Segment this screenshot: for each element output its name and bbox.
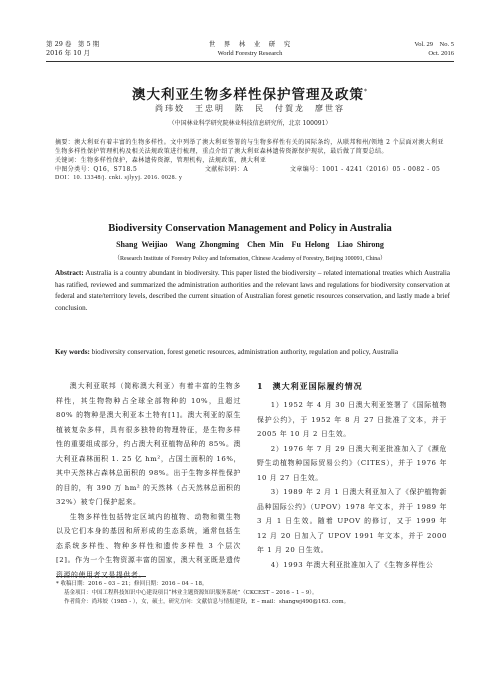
article-title-cn <box>40 83 460 103</box>
document-code: 文献标识码：A <box>205 166 249 173</box>
footnote-rule <box>56 576 146 577</box>
abstract-en-text: Australia is a country abundant in biodiversity. This paper listed the biodiversity – related international treaties which Australia has ratified, reviewed and summarized the administration authorities and the relevant laws and regulations for biodiversity conservation at federal and state/territory levels, described the current situation of Australian forest genetic resources conservation, and lastly made a brief conclusion. <box>55 269 450 312</box>
classification-row <box>55 165 450 174</box>
body-column-right <box>257 398 447 572</box>
body-column-left <box>56 379 241 582</box>
journal-name <box>150 40 350 58</box>
keywords-en-label: Key words: <box>55 348 90 356</box>
volume-issue-en: Vol. 29 No. 5 <box>414 41 454 48</box>
keywords-cn: 关键词：生物多样性保护，森林遗传资源，管理机构，法规政策，澳大利亚 <box>55 157 267 164</box>
list-item: 3）1989 年 2 月 1 日澳大利亚加入了《保护植物新品种国际公约》（UPOV）1978 年文本，并于 1989 年 3 月 1 日生效。随着 UPOV 的修订，又于 1999 年 12 月 20 日加入了 UPOV 1991 年文本，并于 2000 年 1 月 20 日生效。 <box>257 488 447 554</box>
section-heading-1: 1 澳大利亚国际履约情况 <box>257 381 363 391</box>
body-paragraph: 澳大利亚联邦（简称澳大利亚）有着丰富的生物多样性，其生物物种占全球全部物种的 10%，且超过 80% 的物种是澳大利亚本土特有[1]。澳大利亚的原生植被复杂多样，具有很多独特的物理特征，是生物多样性的重要组成部分，约占澳大利亚植物品种的 85%。澳大利亚森林面积 1. 25 亿 hm²，占国土面积的 16%，其中天然林占森林总面积的 98%。出于生物多样性保护的目的，有 390 万 hm² 的天然林（占天然林总面积的 32%）被专门保护起来。 <box>56 382 241 506</box>
list-item: 1）1952 年 4 月 30 日澳大利亚签署了《国际植物保护公约》，于 1952 年 8 月 27 日批准了文本，并于 2005 年 10 月 2 日生效。 <box>257 401 447 438</box>
journal-name-cn: 世 界 林 业 研 究 <box>208 40 292 48</box>
clc-number: 中图分类号：Q16，S718.5 <box>55 166 138 173</box>
title-cn-text: 澳大利亚生物多样性保护管理及政策 <box>132 87 364 103</box>
title-footnote-mark: * <box>364 88 368 96</box>
affiliation-en: （Research Institute of Forestry Policy and Information, Chinese Academy of Forestry, Beijing 100091, China） <box>114 256 386 262</box>
list-item: 4）1993 年澳大利亚批准加入了《生物多样性公 <box>270 560 434 569</box>
keywords-en-text: biodiversity conservation, forest genetic resources, administration authority, regulation and policy, Australia <box>91 348 399 356</box>
article-number: 文章编号：1001 - 4241（2016）05 - 0082 - 05 <box>290 166 441 173</box>
footnote-received: * 收稿日期：2016 – 03 – 21；修回日期：2016 – 04 – 18。 <box>56 581 208 587</box>
authors-en: Shang Weijiao Wang Zhongming Chen Min Fu Helong Liao Shirong <box>116 240 384 249</box>
abstract-en-label: Abstract: <box>55 269 84 277</box>
header-rule <box>46 61 454 62</box>
keywords-en <box>55 347 450 359</box>
abstract-en <box>55 268 450 314</box>
journal-name-en: World Forestry Research <box>217 50 283 57</box>
journal-volume-issue-en <box>414 40 454 58</box>
article-title-en: Biodiversity Conservation Management and Policy in Australia <box>108 223 392 234</box>
footnote-funding: 基金项目：中国工程科技知识中心建设项目“林业主题资源知识服务系统”（CKCEST – 2016 – 1 – 9）。 <box>64 590 318 596</box>
doi: DOI：10. 13348/j. cnki. sjlyyj. 2016. 0028. y <box>55 175 183 181</box>
list-item: 2）1976 年 7 月 29 日澳大利亚批准加入了《濒危野生动植物种国际贸易公约》（CITES），并于 1976 年 10 月 27 日生效。 <box>257 444 447 482</box>
abstract-cn-block <box>55 138 450 183</box>
authors-cn: 尚玮姣 王忠明 陈 民 付賀龙 廖世容 <box>155 104 345 113</box>
footnote-author: 作者简介：尚玮姣（1985 - ），女，硕士，研究方向：文献信息与情报建设，E – mail：shangwj490@163. com。 <box>64 599 350 605</box>
date-en: Oct. 2016 <box>428 50 454 57</box>
journal-volume-issue <box>46 40 99 58</box>
volume-issue-cn: 第 29 卷 第 5 期 <box>46 40 100 48</box>
date-cn: 2016 年 10 月 <box>46 49 91 57</box>
abstract-cn: 摘要：澳大利亚有着丰富的生物多样性。文中列举了澳大利亚签署的与生物多样性有关的国际条约，从联邦和州/领地 2 个层面对澳大利亚生物多样性保护管理机构及相关法规政策进行梳理，重点介绍了澳大利亚森林遗传资源保护现状，最后做了简要总结。 <box>55 139 444 155</box>
body-paragraph: 生物多样性包括特定区域内的植物、动物和微生物以及它们本身的基因和所形成的生态系统，通常包括生态系统多样性、物种多样性和遗传多样性 3 个层次[2]。作为一个生物资源丰富的国家，澳大利亚既是遗传资源的使用者又是提供者。 <box>56 512 241 579</box>
affiliation-cn: （中国林业科学研究院林业科技信息研究所，北京 100091） <box>168 120 332 127</box>
footnotes <box>56 580 454 607</box>
